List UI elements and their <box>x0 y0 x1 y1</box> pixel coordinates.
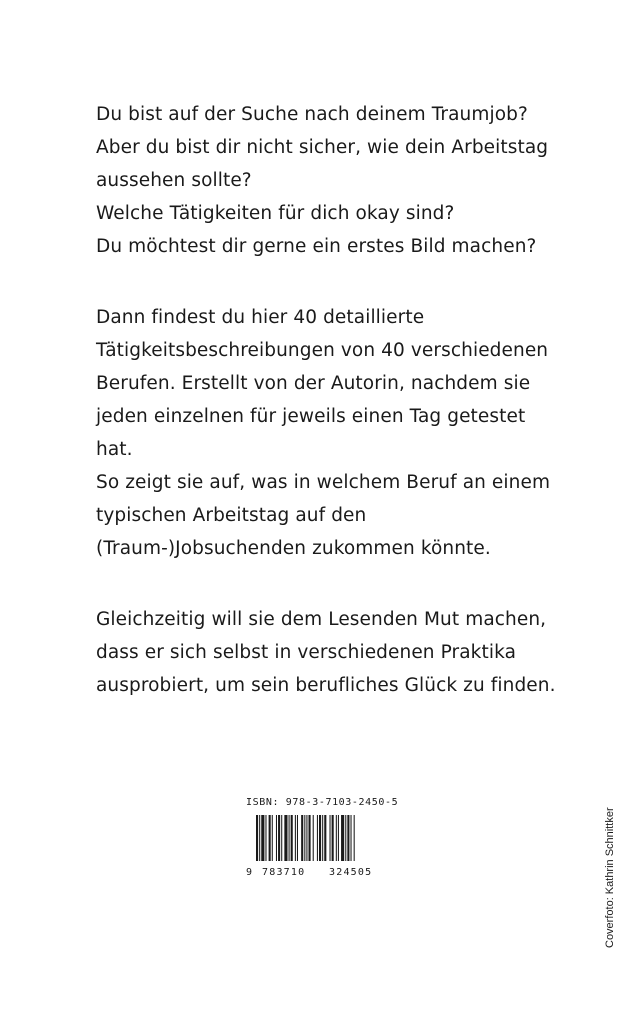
barcode-bar <box>301 815 303 861</box>
barcode-bar <box>261 815 264 861</box>
barcode-graphic <box>246 815 396 879</box>
blurb-line: Du möchtest dir gerne ein erstes Bild machen? <box>96 236 537 257</box>
blurb-line: ausprobiert, um sein berufliches Glück zu finden. <box>96 675 556 696</box>
barcode-bar <box>313 815 314 861</box>
barcode-bar <box>319 815 321 861</box>
barcode-bar <box>295 815 296 861</box>
barcode-lead-digit: 9 <box>246 867 253 878</box>
barcode-bar <box>324 815 326 861</box>
barcode-bar <box>341 815 344 861</box>
barcode-bar <box>322 815 323 861</box>
cover-photo-credit: Coverfoto: Kathrin Schnittker <box>604 807 616 948</box>
barcode-bar <box>291 815 293 861</box>
barcode-bar <box>269 815 271 861</box>
blurb-line: Du bist auf der Suche nach deinem Traumjob? <box>96 104 528 125</box>
barcode-bars <box>256 815 355 861</box>
barcode-bar <box>354 815 355 861</box>
barcode-bar <box>276 815 277 861</box>
isbn-label: ISBN: 978-3-7103-2450-5 <box>246 797 399 808</box>
isbn-barcode-block <box>246 797 406 887</box>
barcode-bar <box>309 815 311 861</box>
barcode-bar <box>345 815 346 861</box>
barcode-right-digits: 324505 <box>329 867 373 878</box>
blurb-line: Tätigkeitsbeschreibungen von 40 verschiedenen <box>96 340 549 361</box>
blurb-line: Aber du bist dir nicht sicher, wie dein Arbeitstag <box>96 137 549 158</box>
barcode-bar <box>259 815 260 861</box>
barcode-bar <box>265 815 266 861</box>
blurb-line: So zeigt sie auf, was in welchem Beruf an einem <box>96 472 551 493</box>
barcode-bar <box>289 815 290 861</box>
barcode-bar <box>351 815 352 861</box>
blurb-line: Berufen. Erstellt von der Autorin, nachdem sie <box>96 373 531 394</box>
barcode-bar <box>332 815 334 861</box>
blurb-paragraph-1 <box>96 98 596 263</box>
back-cover-blurb <box>96 98 596 740</box>
blurb-line: Gleichzeitig will sie dem Lesenden Mut machen, <box>96 609 547 630</box>
blurb-line: jeden einzelnen für jeweils einen Tag getestet <box>96 406 526 427</box>
blurb-line: hat. <box>96 439 133 460</box>
barcode-bar <box>256 815 258 861</box>
blurb-line: (Traum-)Jobsuchenden zukommen könnte. <box>96 538 491 559</box>
blurb-line: Welche Tätigkeiten für dich okay sind? <box>96 203 455 224</box>
blurb-line: typischen Arbeitstag auf den <box>96 505 367 526</box>
barcode-bar <box>347 815 349 861</box>
barcode-bar <box>336 815 337 861</box>
barcode-bar <box>272 815 273 861</box>
blurb-line: dass er sich selbst in verschiedenen Praktika <box>96 642 517 663</box>
barcode-bar <box>317 815 318 861</box>
barcode-bar <box>330 815 331 861</box>
blurb-line: aussehen sollte? <box>96 170 252 191</box>
blurb-paragraph-3 <box>96 603 596 702</box>
blurb-paragraph-2 <box>96 301 596 565</box>
barcode-bar <box>284 815 287 861</box>
barcode-bar <box>304 815 305 861</box>
barcode-bar <box>306 815 307 861</box>
barcode-bar <box>278 815 280 861</box>
barcode-bar <box>338 815 339 861</box>
blurb-line: Dann findest du hier 40 detaillierte <box>96 307 425 328</box>
barcode-left-digits: 783710 <box>262 867 306 878</box>
barcode-bar <box>297 815 298 861</box>
barcode-bar <box>281 815 282 861</box>
